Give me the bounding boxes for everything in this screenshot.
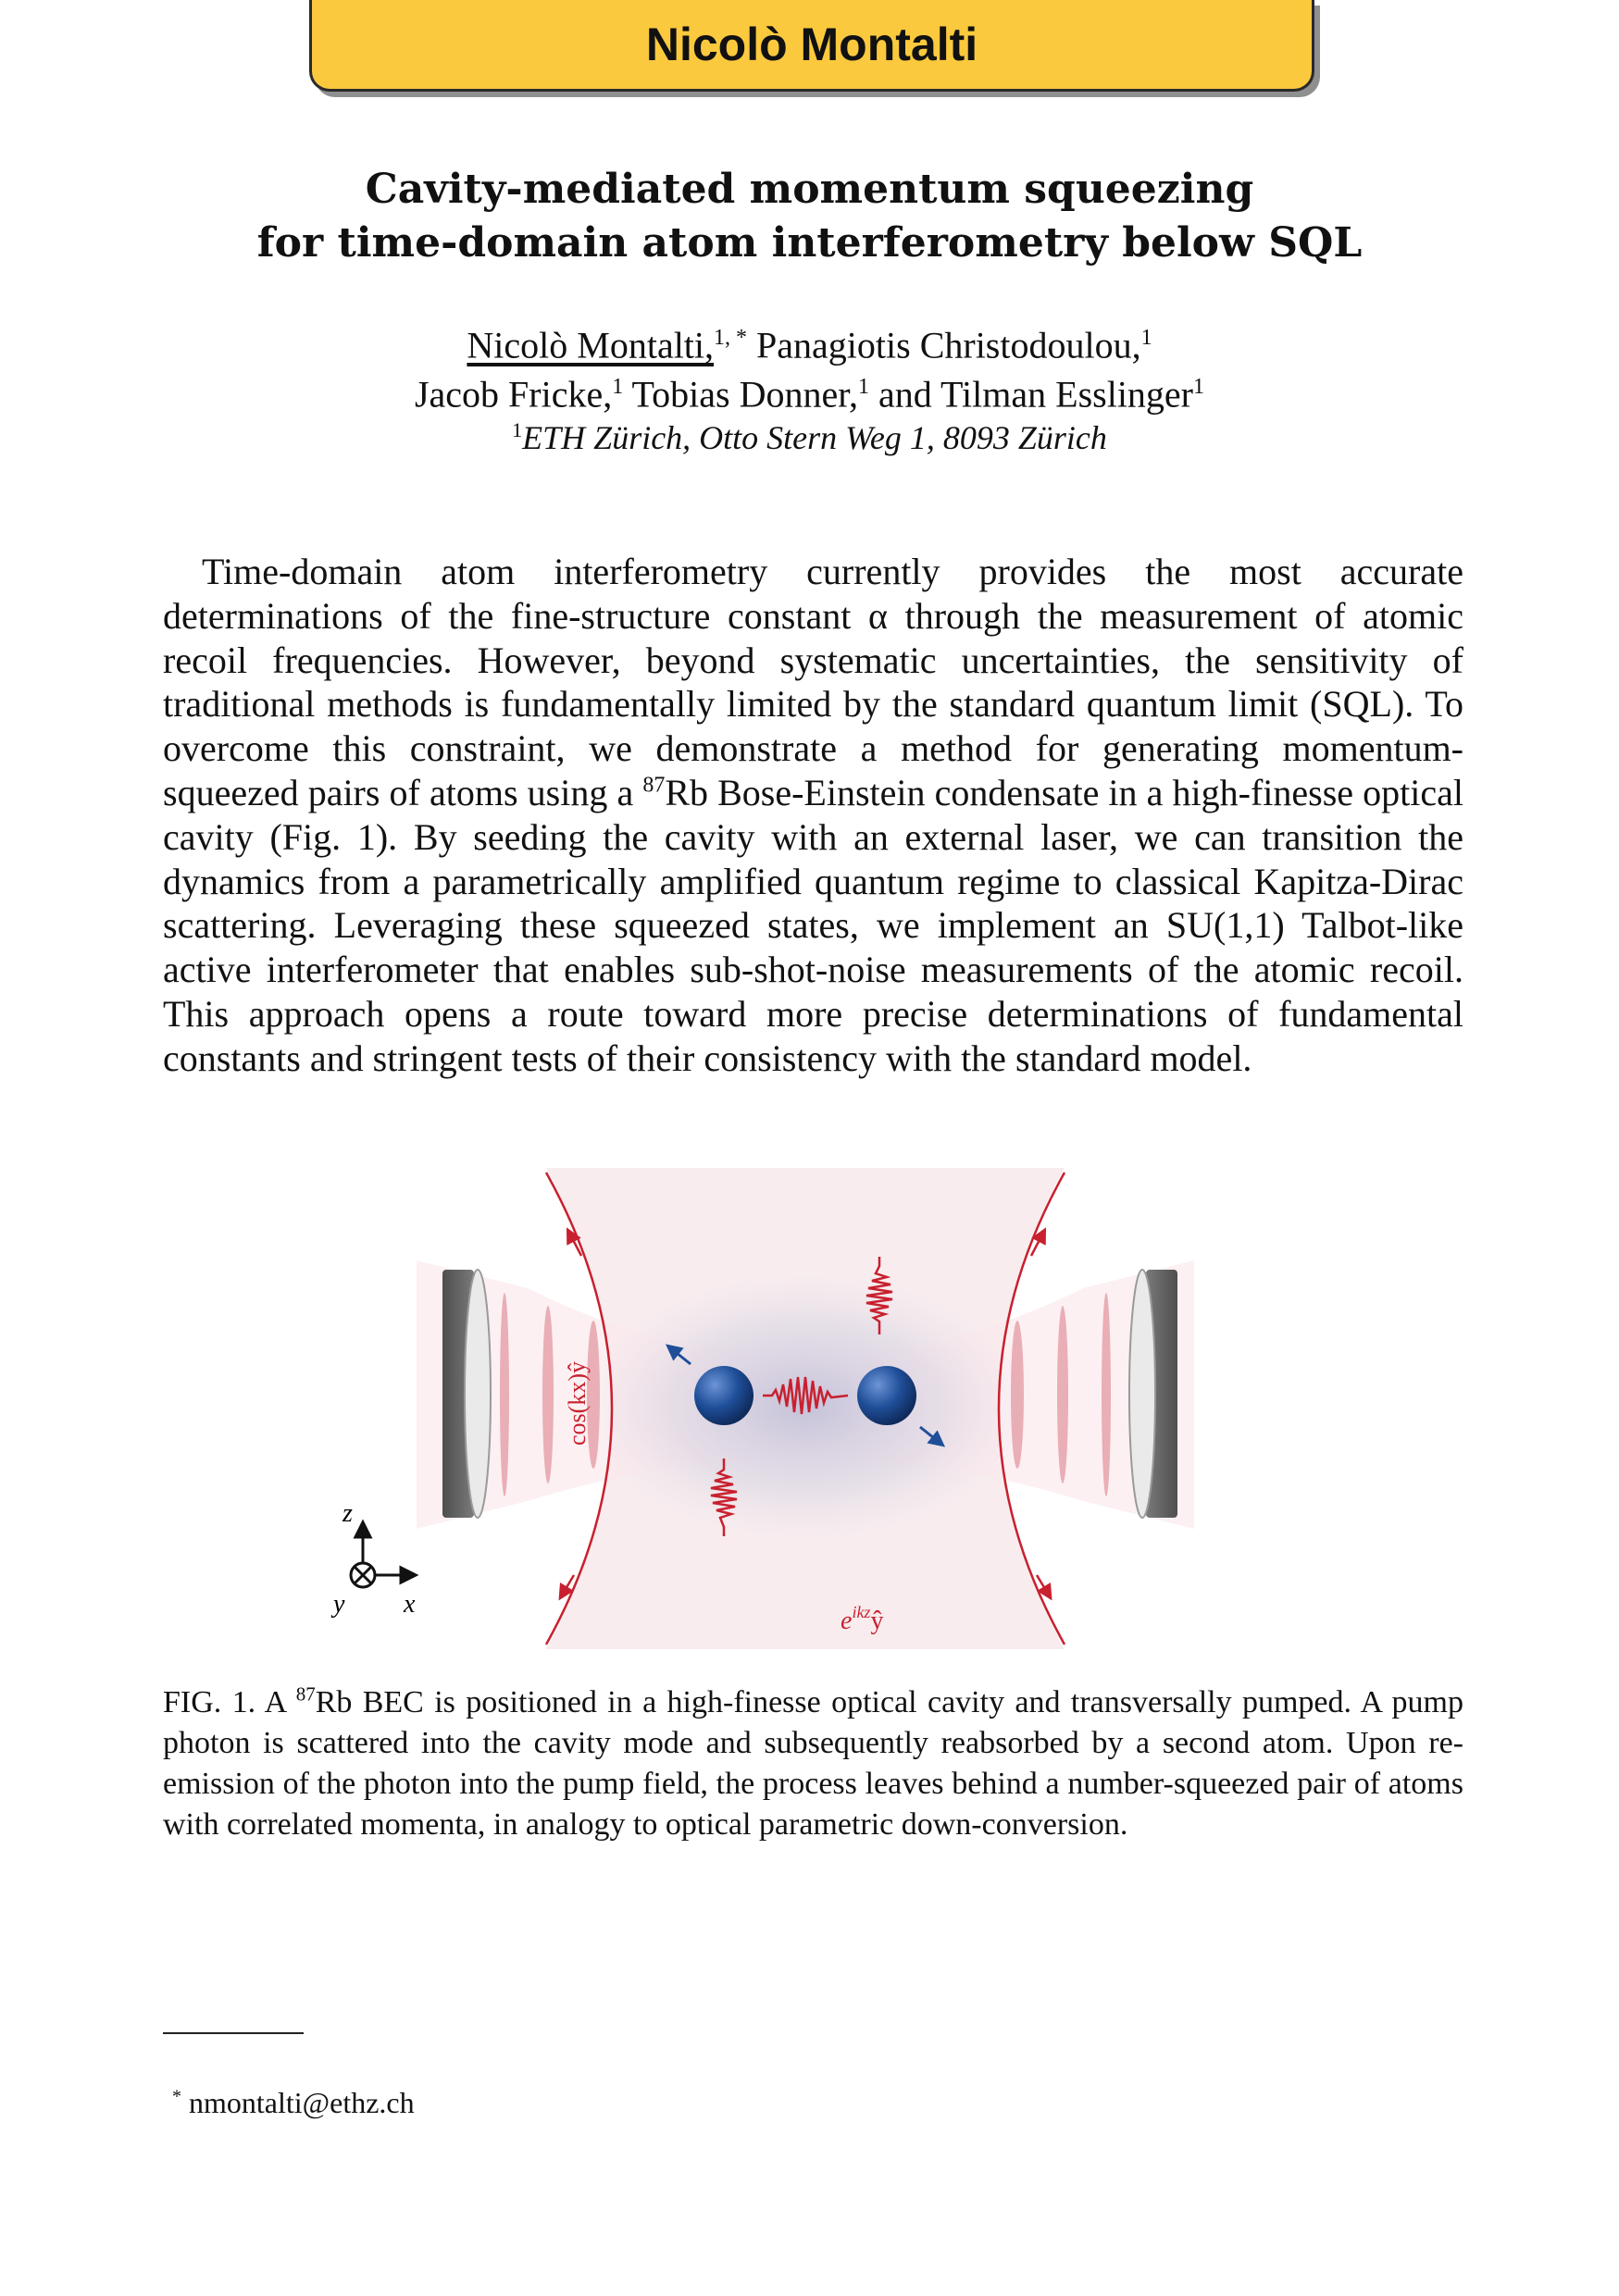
axis-label-z: z bbox=[342, 1499, 353, 1528]
footnote-divider bbox=[163, 2032, 304, 2034]
atom-left bbox=[694, 1366, 753, 1425]
author-name: Jacob Fricke, bbox=[414, 373, 613, 416]
author-affil-mark: 1 bbox=[857, 375, 869, 399]
isotope-superscript: 87 bbox=[642, 773, 666, 798]
author-name: Panagiotis Christodoulou, bbox=[756, 324, 1141, 366]
author-affil-mark: 1 bbox=[1140, 326, 1152, 350]
caption-text-2: Rb BEC is positioned in a high-finesse optical cavity and transversally pumped. A pump photon is scattered into the cavity mode and subsequently reabsorbed by a second atom. Upon re-emission of the photon into the pump field, the process leaves behind a number-squeezed pair of atoms with correlated momenta, in analogy to optical parametric down-conversion. bbox=[163, 1685, 1463, 1842]
abstract-text-1: Time-domain atom interferometry currently provides the most accurate determinations of the fine-structure constant α through the measurement of atomic recoil frequencies. However, beyond systematic uncertainties, the sensitivity of traditional methods is fundamentally limited by the standard quantum limit (SQL). To overcome this constraint, we demonstrate a method for generating momentum-squeezed pairs of atoms using a bbox=[163, 551, 1463, 813]
cavity-mode-label: cos(kx)ŷ bbox=[564, 1361, 591, 1446]
caption-text-1: FIG. 1. A bbox=[163, 1685, 296, 1719]
author-name: Tobias Donner, bbox=[631, 373, 858, 416]
author-conjunction: and bbox=[878, 373, 932, 416]
coordinate-axes bbox=[351, 1529, 409, 1587]
footnote-email: nmontalti@ethz.ch bbox=[189, 2086, 415, 2119]
affiliation-mark: 1 bbox=[512, 418, 523, 441]
isotope-superscript: 87 bbox=[295, 1682, 316, 1706]
author-affil-mark: 1 bbox=[612, 375, 624, 399]
footnote bbox=[172, 2086, 415, 2120]
axis-label-y: y bbox=[333, 1590, 345, 1619]
atom-cloud bbox=[574, 1268, 1037, 1545]
paper-title-line2: for time-domain atom interferometry below SQL bbox=[256, 219, 1363, 267]
footnote-marker: * bbox=[172, 2086, 181, 2107]
author-presenting: Nicolò Montalti, bbox=[467, 324, 715, 366]
right-cavity-mirror bbox=[1129, 1270, 1177, 1518]
affiliation bbox=[0, 418, 1619, 457]
pump-field-label: $e^{ikz}ŷ$ bbox=[841, 1603, 884, 1635]
abstract bbox=[163, 550, 1463, 1081]
atom-right bbox=[857, 1366, 916, 1425]
author-name: Tilman Esslinger bbox=[940, 373, 1194, 416]
author-affil-mark: 1 bbox=[1193, 375, 1205, 399]
figure-1-cavity-schematic bbox=[333, 1168, 1222, 1649]
name-banner bbox=[309, 0, 1314, 92]
figure-caption bbox=[163, 1682, 1463, 1845]
affiliation-text: ETH Zürich, Otto Stern Weg 1, 8093 Zürich bbox=[522, 419, 1107, 456]
paper-title-line1: Cavity-mediated momentum squeezing bbox=[365, 166, 1254, 213]
author-affil-mark: 1, * bbox=[714, 326, 748, 350]
author-list-line2 bbox=[0, 359, 1619, 422]
banner-name: Nicolò Montalti bbox=[645, 19, 978, 70]
axis-label-x: x bbox=[404, 1590, 416, 1619]
abstract-text-2: Rb Bose-Einstein condensate in a high-finesse optical cavity (Fig. 1). By seeding the cavity with an external laser, we can transition the dynamics from a parametrically amplified quantum regime to classical Kapitza-Dirac scattering. Leveraging these squeezed states, we implement an SU(1,1) Talbot-like active interferometer that enables sub-shot-noise measurements of the atomic recoil. This approach opens a route toward more precise determinations of fundamental constants and stringent tests of their consistency with the standard model. bbox=[163, 771, 1463, 1079]
left-cavity-mirror bbox=[442, 1270, 491, 1518]
